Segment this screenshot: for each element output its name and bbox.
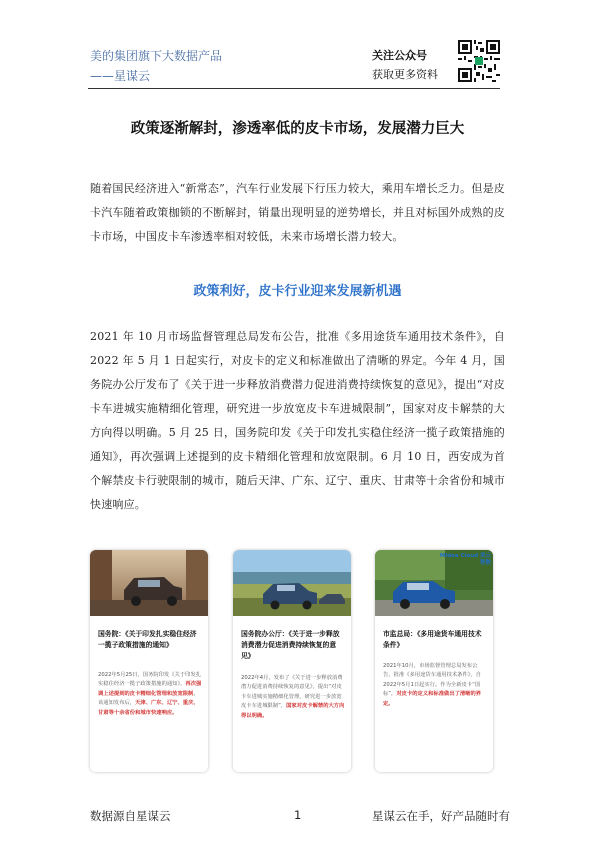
policy-card-state-council: [90, 550, 208, 772]
body-paragraph: 2021 年 10 月市场监督管理总局发布公告，批准《多用途货车通用技术条件》，自 2022 年 5 月 1 日起实行，对皮卡的定义和标准做出了清晰的界定。今年 4 月，国务院办公厅发布了《关于进一步释放消费潜力促进消费持续恢复的意见》，提出“对皮卡车进城实施精细化管理，研究进一步放宽皮卡车进城限制”，国家对皮卡解禁的大方向得以明确。5 月 25 日，国务院印发《关于印发扎实稳住经济一揽子政策措施的通知》，再次强调上述提到的皮卡精细化管理和放宽限制。6 月 10 日，西安成为首个解禁皮卡行驶限制的城市，随后天津、广东、辽宁、重庆、甘肃等十余省份和城市快速响应。: [90, 330, 505, 511]
card-text: 2022年4月，发布了《关于进一步释放消费潜力促进消费持续恢复的意见》，提出“对皮卡车进城实施精细化管理，研究进一步放宽皮卡车进城限制”，国家对皮卡解禁的大方向得以明确。: [241, 675, 345, 719]
pickup-truck-photo: [233, 550, 351, 616]
card-text: 2022年5月25日，国务院印发《关于印发扎实稳住经济一揽子政策措施的通知》，再次强调上述提到的皮卡精细化管理和放宽限制。该通知发布后，天津、广东、辽宁、重庆、甘肃等十余省份和城市快速响应。: [98, 672, 202, 716]
follow-label: 关注公众号: [372, 49, 427, 62]
more-label: 获取更多资料: [372, 68, 438, 81]
section-subtitle: 政策利好，皮卡行业迎来发展新机遇: [193, 284, 402, 299]
card-title: 国务院：《关于印发扎实稳住经济一揽子政策措施的通知》: [98, 630, 197, 649]
page-number: 1: [294, 808, 302, 822]
follow-block: [372, 46, 438, 84]
intro-paragraph: 随着国民经济进入“新常态”，汽车行业发展下行压力较大，乘用车增长乏力。但是皮卡汽车随着政策枷锁的不断解封，销量出现明显的逆势增长，并且对标国外成熟的皮卡市场，中国皮卡车渗透率相对较低，未来市场增长潜力较大。: [90, 182, 505, 243]
policy-card-market-regulation: [375, 550, 493, 772]
footer-source: 数据源自星谋云: [90, 809, 171, 823]
card-title: 市监总局：《多用途货车通用技术条件》: [383, 630, 482, 649]
policy-card-general-office: [233, 550, 351, 772]
pickup-truck-photo: [90, 550, 208, 616]
brand-header: [90, 46, 222, 86]
midea-cloud-logo: Midea Cloud 美云智数: [439, 553, 491, 566]
brand-line-2: ——星谋云: [90, 69, 151, 83]
brand-line-1: 美的集团旗下大数据产品: [90, 49, 223, 63]
qr-code-icon[interactable]: [458, 40, 500, 82]
card-title: 国务院办公厅：《关于进一步释放消费潜力促进消费持续恢复的意见》: [241, 630, 340, 660]
card-text: 2021年10月，市场监督管理总局发布公告，批准《多用途货车通用技术条件》，自2022年5月1日起实行。作为全新皮卡“国标”，对皮卡的定义和标准做出了清晰的界定。: [383, 663, 482, 707]
footer-slogan: 星谋云在手，好产品随时有: [372, 809, 510, 823]
header-divider: [88, 88, 500, 89]
page-title: 政策逐渐解封，渗透率低的皮卡市场，发展潜力巨大: [130, 120, 465, 137]
